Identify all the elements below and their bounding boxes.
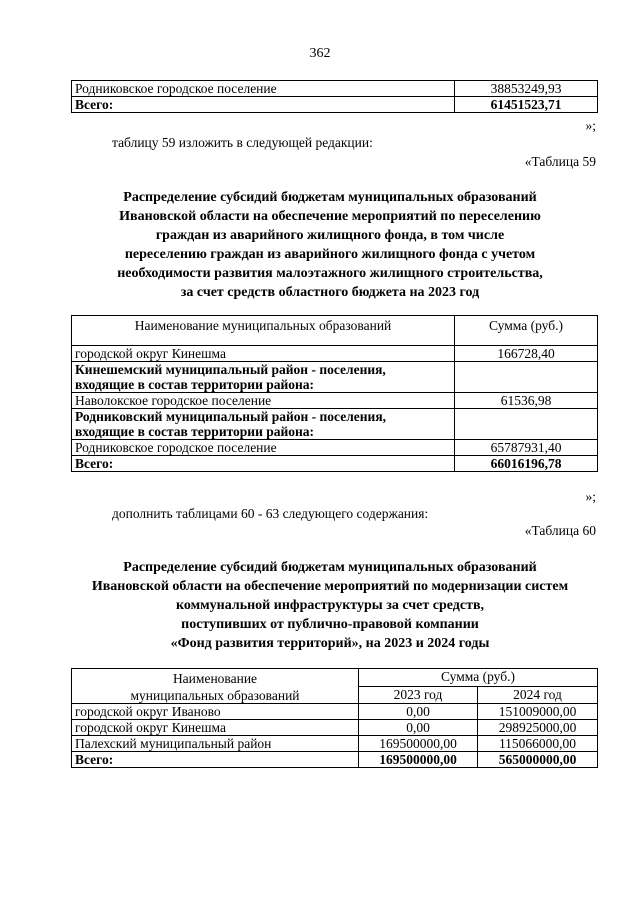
table-cell-total-label: Всего: (72, 97, 455, 113)
table-label: «Таблица 59 (524, 154, 596, 169)
instruction-text: таблицу 59 изложить в следующей редакции: (112, 135, 373, 150)
header-year-2023: 2023 год (359, 686, 478, 704)
heading-line: Распределение субсидий бюджетам муниципальных образований (123, 190, 537, 205)
table-cell-name: Родниковское городское поселение (72, 440, 455, 456)
table-row (72, 346, 598, 362)
table-cell-total-sum: 61451523,71 (455, 97, 598, 113)
table-row (72, 720, 598, 736)
header-name-line: Наименование (172, 671, 258, 686)
table-total-row (72, 456, 598, 472)
empty-cell (455, 409, 598, 440)
table-59 (71, 315, 598, 472)
table-cell-name: городской округ Кинешма (72, 720, 359, 736)
table-cell-2024: 115066000,00 (478, 736, 598, 752)
table-cell-sum: 61536,98 (455, 393, 598, 409)
empty-cell (455, 362, 598, 393)
table-cell-sum: 38853249,93 (455, 81, 598, 97)
heading-line: за счет средств областного бюджета на 2023 год (180, 285, 480, 300)
table-header-row (72, 669, 598, 687)
closing-quote: »; (585, 489, 596, 504)
table-cell-total-2024: 565000000,00 (478, 752, 598, 768)
table-cell-sum: 166728,40 (455, 346, 598, 362)
table-header-row (72, 316, 598, 346)
table-cell-2023: 169500000,00 (359, 736, 478, 752)
table-60 (71, 668, 598, 768)
header-sum: Сумма (руб.) (359, 669, 598, 687)
table-cell-sum: 65787931,40 (455, 440, 598, 456)
table-cell-name: Палехский муниципальный район (72, 736, 359, 752)
table-cell-2024: 298925000,00 (478, 720, 598, 736)
table-row (72, 736, 598, 752)
heading-line: поступивших от публично-правовой компании (181, 617, 479, 632)
group-label-line: Кинешемский муниципальный район - поселения, (75, 362, 386, 377)
table-row (72, 393, 598, 409)
table-cell-name: городской округ Кинешма (72, 346, 455, 362)
table-row (72, 440, 598, 456)
header-sum: Сумма (руб.) (455, 316, 598, 346)
table-cell-name: Наволокское городское поселение (72, 393, 455, 409)
table-label: «Таблица 60 (524, 523, 596, 538)
table-group-row (72, 409, 598, 440)
table-total-row (72, 752, 598, 768)
heading-line: Ивановской области на обеспечение мероприятий по переселению (119, 209, 541, 224)
instruction-text: дополнить таблицами 60 - 63 следующего содержания: (112, 506, 429, 521)
group-label-line: входящие в состав территории района: (75, 377, 315, 392)
header-year-2024: 2024 год (478, 686, 598, 704)
header-name-line: муниципальных образований (130, 688, 300, 703)
table-cell-2023: 0,00 (359, 704, 478, 720)
top-table (71, 80, 598, 113)
header-name (72, 669, 359, 704)
heading-line: Распределение субсидий бюджетам муниципальных образований (123, 560, 537, 575)
heading-line: «Фонд развития территорий», на 2023 и 2024 годы (170, 636, 490, 651)
group-label (72, 362, 455, 393)
closing-quote: »; (585, 118, 596, 133)
table-row (72, 81, 598, 97)
heading-line: Ивановской области на обеспечение мероприятий по модернизации систем (91, 579, 569, 594)
table-total-row (72, 97, 598, 113)
table-cell-2024: 151009000,00 (478, 704, 598, 720)
table-59-heading (60, 188, 600, 302)
page-number: 362 (309, 46, 331, 61)
table-cell-total-label: Всего: (72, 752, 359, 768)
table-cell-total-2023: 169500000,00 (359, 752, 478, 768)
heading-line: необходимости развития малоэтажного жилищного строительства, (117, 266, 543, 281)
table-60-heading (50, 558, 610, 653)
table-cell-name: Родниковское городское поселение (72, 81, 455, 97)
group-label-line: Родниковский муниципальный район - поселения, (75, 409, 387, 424)
table-cell-total-sum: 66016196,78 (455, 456, 598, 472)
group-label (72, 409, 455, 440)
group-label-line: входящие в состав территории района: (75, 424, 315, 439)
heading-line: переселению граждан из аварийного жилищного фонда с учетом (124, 247, 536, 262)
table-row (72, 704, 598, 720)
heading-line: граждан из аварийного жилищного фонда, в том числе (155, 228, 505, 243)
table-group-row (72, 362, 598, 393)
table-cell-2023: 0,00 (359, 720, 478, 736)
table-cell-total-label: Всего: (72, 456, 455, 472)
header-name: Наименование муниципальных образований (72, 316, 455, 346)
heading-line: коммунальной инфраструктуры за счет средств, (175, 598, 485, 613)
table-cell-name: городской округ Иваново (72, 704, 359, 720)
